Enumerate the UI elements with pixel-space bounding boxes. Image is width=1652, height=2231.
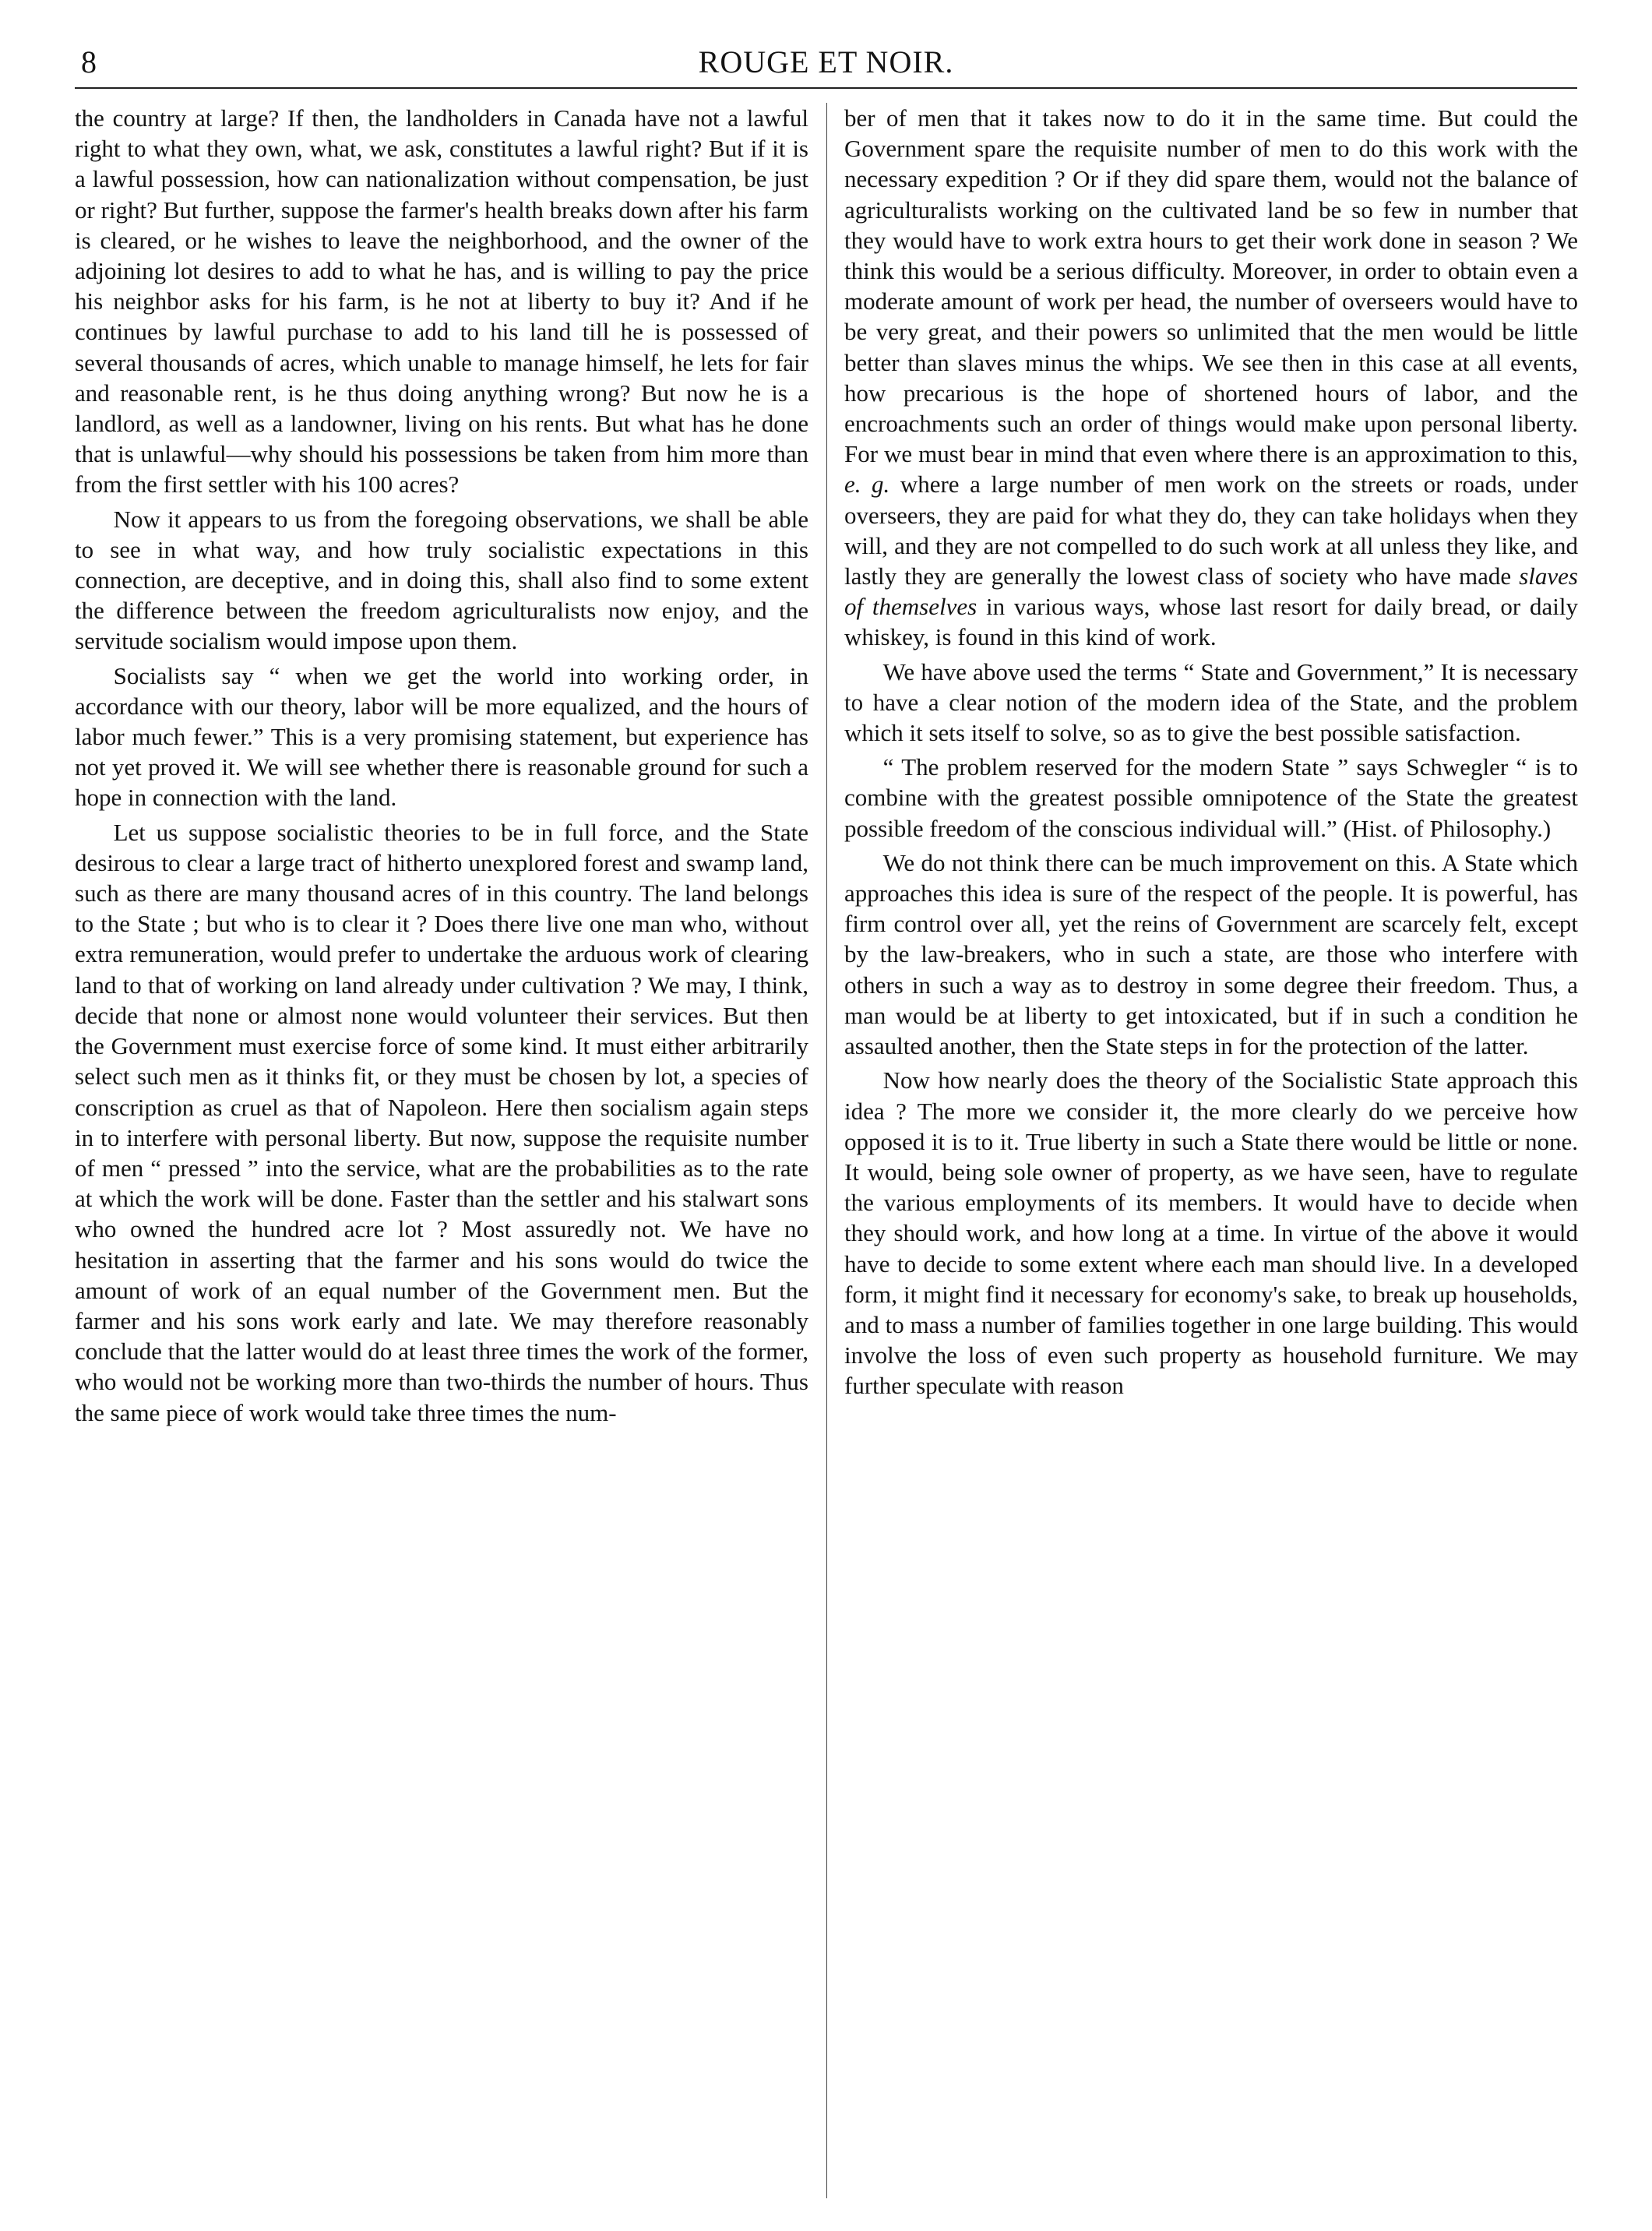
paragraph-text: in various ways, whose last resort for daily bread, or daily whiskey, is found in this kind of work. xyxy=(844,593,1578,651)
paragraph: Now how nearly does the theory of the Socialistic State approach this idea ? The more we consider it, the more clearly do we perceive how opposed it is to it. True liberty in such a State there would be little or none. It would, being sole owner of property, as we have seen, have to regulate the various employments of its members. It would have to decide when they should work, and how long at a time. In virtue of the above it would have to decide to some extent where each man should live. In a developed form, it might find it necessary for economy's sake, to break up households, and to mass a number of families together in one large building. This would involve the loss of even such property as household furniture. We may further speculate with reason xyxy=(844,1066,1578,1400)
paragraph: We have above used the terms “ State and Government,” It is necessary to have a clear notion of the modern idea of the State, and the problem which it sets itself to solve, so as to give the best possible satisfaction. xyxy=(844,657,1578,747)
running-title: ROUGE ET NOIR. xyxy=(698,44,954,79)
article-body xyxy=(75,103,1578,2198)
paragraph: “ The problem reserved for the modern State ” says Schwegler “ is to combine with the greatest possible omnipotence of the State the greatest possible freedom of the conscious individual will.” (Hist. of Philosophy.) xyxy=(844,753,1578,842)
paragraph: We do not think there can be much improvement on this. A State which approaches this idea is sure of the respect of the people. It is powerful, has firm control over all, yet the reins of Government are scarcely felt, except by the law-breakers, who in such a state, are those who interfere with others in such a way as to destroy in some degree their freedom. Thus, a man would be at liberty to get intoxicated, but if in such a condition he assaulted another, then the State steps in for the protection of the latter. xyxy=(844,848,1578,1060)
left-column xyxy=(75,103,808,2198)
paragraph: the country at large? If then, the landholders in Canada have not a lawful right to what they own, what, we ask, constitutes a lawful right? But if it is a lawful possession, how can nationalization without compensation, be just or right? But further, suppose the farmer's health breaks down after his farm is cleared, or he wishes to leave the neighborhood, and the owner of the adjoining lot desires to add to what he has, and is willing to pay the price his neighbor asks for his farm, is he not at liberty to buy it? And if he continues by lawful purchase to add to his land till he is possessed of several thousands of acres, which unable to manage himself, he lets for fair and reasonable rent, is he thus doing anything wrong? But now he is a landlord, as well as a landowner, living on his rents. But what has he done that is unlawful—why should his possessions be taken from him more than from the first settler with his 100 acres? xyxy=(75,104,808,499)
paragraph-text: ber of men that it takes now to do it in the same time. But could the Government spare the requisite number of men to do this work with the necessary expedition ? Or if they did spare them, would not the balance of agriculturalists working on the cultivated land be so few in number that they would have to work extra hours to get their work done in season ? We think this would be a serious difficulty. Moreover, in order to obtain even a moderate amount of work per head, the number of overseers would have to be very great, and their powers so unlimited that the men would be little better than slaves minus the whips. We see then in this case at all events, how precarious is the hope of shortened hours of labor, and the encroachments such an order of things would make upon personal liberty. For we must bear in mind that even where there is an approximation to this, xyxy=(844,104,1578,468)
abbreviation-eg: e. g. xyxy=(844,471,890,499)
column-divider xyxy=(826,103,827,2198)
paragraph: Now it appears to us from the foregoing observations, we shall be able to see in what way, and how truly socialistic expectations in this connection, are deceptive, and in doing this, shall also find to some extent the difference between the freedom agriculturalists now enjoy, and the servitude socialism would impose upon them. xyxy=(75,505,808,655)
paragraph: Socialists say “ when we get the world into working order, in accordance with our theory, labor will be more equalized, and the hours of labor much fewer.” This is a very promising statement, but experience has not yet proved it. We will see whether there is reasonable ground for such a hope in connection with the land. xyxy=(75,661,808,812)
paragraph: Let us suppose socialistic theories to be in full force, and the State desirous to clear a large tract of hitherto unexplored forest and swamp land, such as there are many thousand acres of in this country. The land belongs to the State ; but who is to clear it ? Does there live one man who, without extra remuneration, would prefer to undertake the arduous work of clearing land to that of working on land already under cultivation ? We may, I think, decide that none or almost none would volunteer their services. But then the Government must exercise force of some kind. It must either arbitrarily select such men as it thinks fit, or they must be chosen by lot, a species of conscription as cruel as that of Napoleon. Here then socialism again steps in to interfere with personal liberty. But now, suppose the requisite number of men “ pressed ” into the service, what are the probabilities as to the rate at which the work will be done. Faster than the settler and his stalwart sons who owned the hundred acre lot ? Most assuredly not. We have no hesitation in asserting that the farmer and his sons would do twice the amount of work of an equal number of the Government men. But the farmer and his sons work early and late. We may therefore reasonably conclude that the latter would do at least three times the work of the former, who would not be working more than two-thirds the number of hours. Thus the same piece of work would take three times the num- xyxy=(75,818,808,1426)
page-number: 8 xyxy=(81,44,97,79)
paragraph xyxy=(844,103,1578,653)
header-rule xyxy=(75,87,1577,89)
page-header xyxy=(75,39,1577,86)
right-column xyxy=(844,103,1578,2198)
emphasis-text: slaves of themselves xyxy=(844,562,1578,621)
paragraph-text: where a large number of men work on the streets or roads, under overseers, they are paid for what they do, they can take holidays when they will, and they are not compelled to do such work at all unless they like, and lastly they are generally the lowest class of society who have made xyxy=(844,471,1578,590)
